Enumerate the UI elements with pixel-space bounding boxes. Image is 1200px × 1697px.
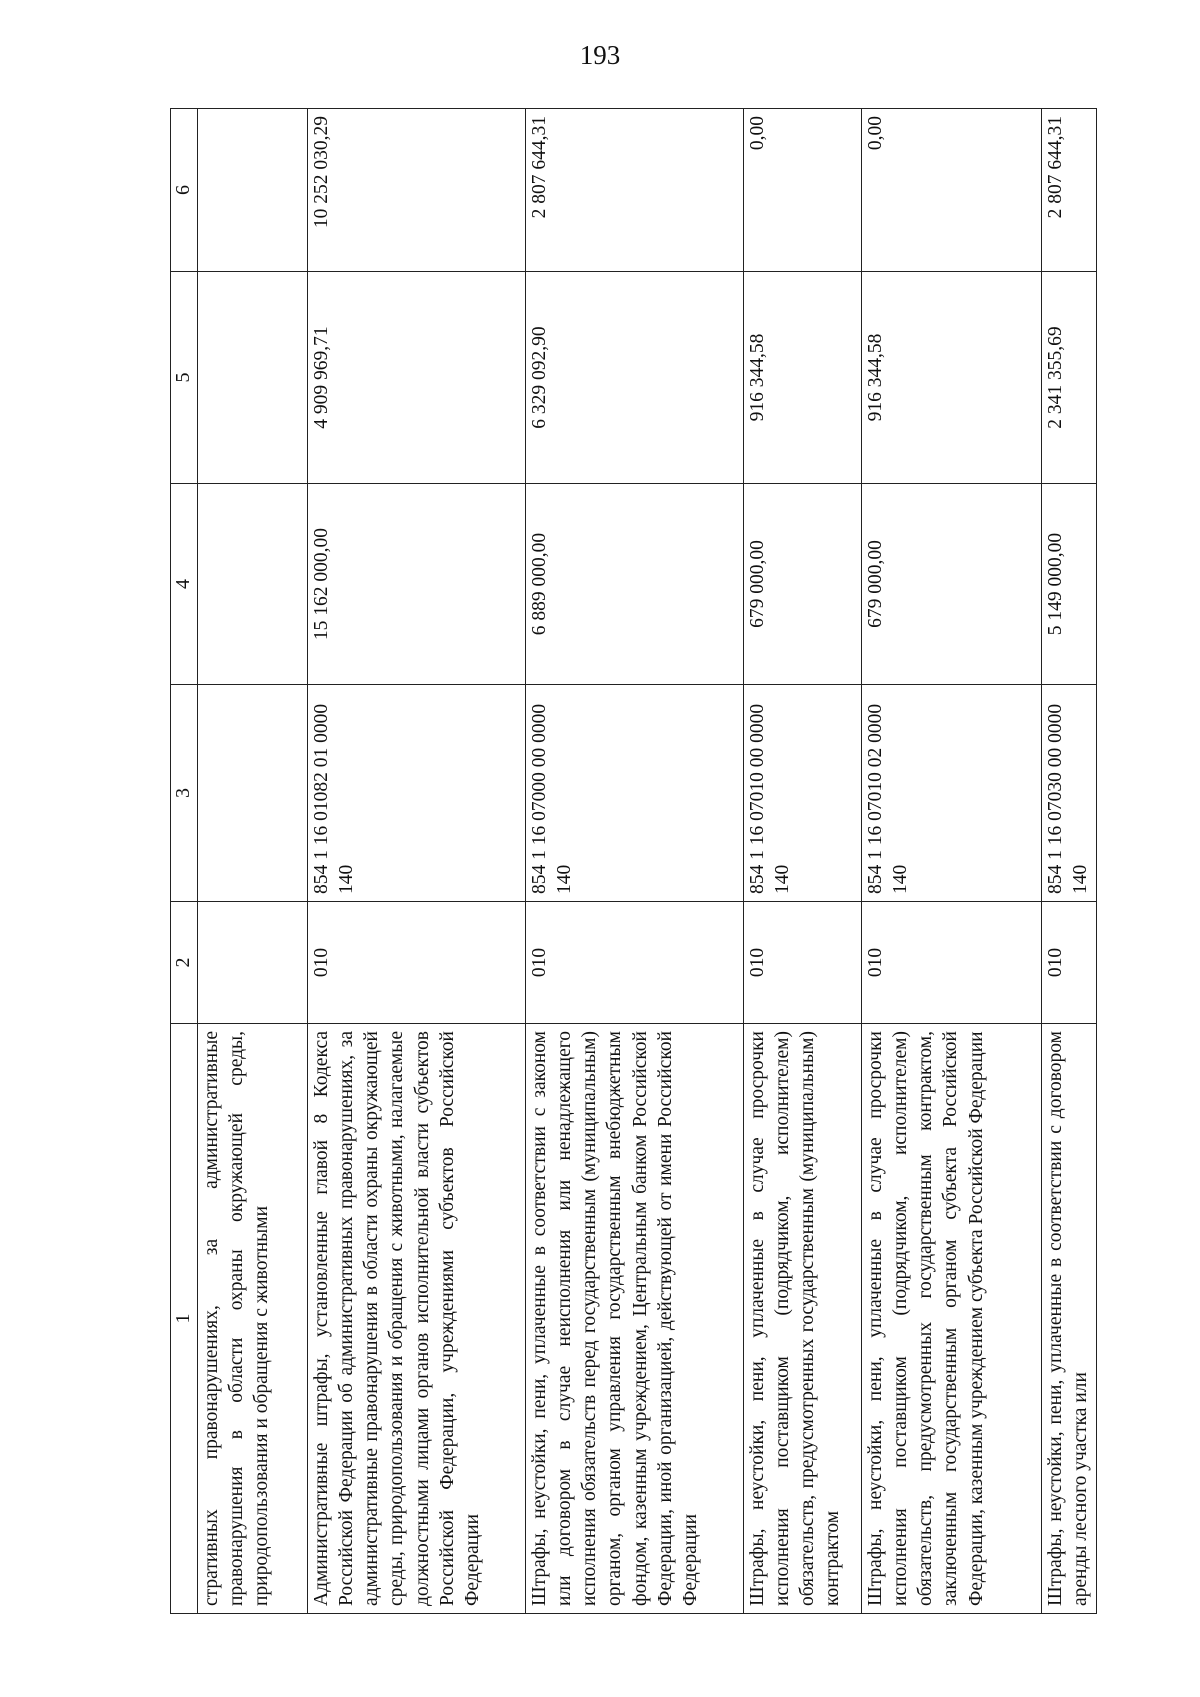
row-column-6: 0,00 <box>744 109 862 272</box>
row-description: Административные штрафы, установленные главой 8 Кодекса Российской Федерации об административных правонарушениях, за административные правонарушения в области охраны окружающей среды, природопользования и обращения с животными, налагаемые должностными лицами органов исполнительной власти субъектов Российской Федерации, учреждениями субъектов Российской Федерации <box>308 1024 526 1614</box>
row-column-5: 4 909 969,71 <box>308 272 526 484</box>
row-description: Штрафы, неустойки, пени, уплаченные в соответствии с договором аренды лесного участка или <box>1042 1024 1097 1614</box>
row-column-5: 916 344,58 <box>862 272 1042 484</box>
row-code: 854 1 16 07010 00 0000 140 <box>744 685 862 902</box>
column-header-5: 5 <box>171 272 198 484</box>
column-header-4: 4 <box>171 484 198 685</box>
row-description: Штрафы, неустойки, пени, уплаченные в соответствии с законом или договором в случае неисполнения или ненадлежащего исполнения обязательств перед государственным (муниципальным) органом, органом управления государственным внебюджетным фондом, казенным учреждением, Центральным банком Российской Федерации, иной организацией, действующей от имени Российской Федерации <box>526 1024 744 1614</box>
row-column-4: 15 162 000,00 <box>308 484 526 685</box>
row-column-5: 6 329 092,90 <box>526 272 744 484</box>
row-column-4 <box>198 484 308 685</box>
row-column-4: 5 149 000,00 <box>1042 484 1097 685</box>
column-header-1: 1 <box>171 1024 198 1614</box>
row-column-4: 6 889 000,00 <box>526 484 744 685</box>
row-column-6 <box>198 109 308 272</box>
page-number: 193 <box>579 40 621 70</box>
table-row <box>744 109 862 1614</box>
row-code: 854 1 16 07000 00 0000 140 <box>526 685 744 902</box>
row-column-2: 010 <box>308 902 526 1024</box>
table-row <box>198 109 308 1614</box>
rotated-table-container <box>170 109 1095 1614</box>
row-description: Штрафы, неустойки, пени, уплаченные в случае просрочки исполнения поставщиком (подрядчиком, исполнителем) обязательств, предусмотренных государственным контрактом, заключенным государственным органом субъекта Российской Федерации, казенным учреждением субъекта Российской Федерации <box>862 1024 1042 1614</box>
row-description: Штрафы, неустойки, пени, уплаченные в случае просрочки исполнения поставщиком (подрядчиком, исполнителем) обязательств, предусмотренных государственным (муниципальным) контрактом <box>744 1024 862 1614</box>
column-header-6: 6 <box>171 109 198 272</box>
table-row <box>526 109 744 1614</box>
column-header-3: 3 <box>171 685 198 902</box>
row-column-2: 010 <box>526 902 744 1024</box>
row-column-6: 0,00 <box>862 109 1042 272</box>
budget-table <box>170 108 1097 1614</box>
table-row <box>308 109 526 1614</box>
table-header-row <box>171 109 198 1614</box>
row-column-2: 010 <box>744 902 862 1024</box>
table-row <box>1042 109 1097 1614</box>
row-column-6: 2 807 644,31 <box>526 109 744 272</box>
row-description: стративных правонарушениях, за административные правонарушения в области охраны окружающей среды, природопользования и обращения с животными <box>198 1024 308 1614</box>
row-code <box>198 685 308 902</box>
row-column-2: 010 <box>1042 902 1097 1024</box>
row-column-2 <box>198 902 308 1024</box>
table-row <box>862 109 1042 1614</box>
row-column-4: 679 000,00 <box>862 484 1042 685</box>
column-header-2: 2 <box>171 902 198 1024</box>
row-column-6: 2 807 644,31 <box>1042 109 1097 272</box>
row-column-4: 679 000,00 <box>744 484 862 685</box>
row-column-5 <box>198 272 308 484</box>
row-code: 854 1 16 07030 00 0000 140 <box>1042 685 1097 902</box>
row-code: 854 1 16 01082 01 0000 140 <box>308 685 526 902</box>
row-code: 854 1 16 07010 02 0000 140 <box>862 685 1042 902</box>
row-column-2: 010 <box>862 902 1042 1024</box>
row-column-5: 916 344,58 <box>744 272 862 484</box>
row-column-6: 10 252 030,29 <box>308 109 526 272</box>
row-column-5: 2 341 355,69 <box>1042 272 1097 484</box>
